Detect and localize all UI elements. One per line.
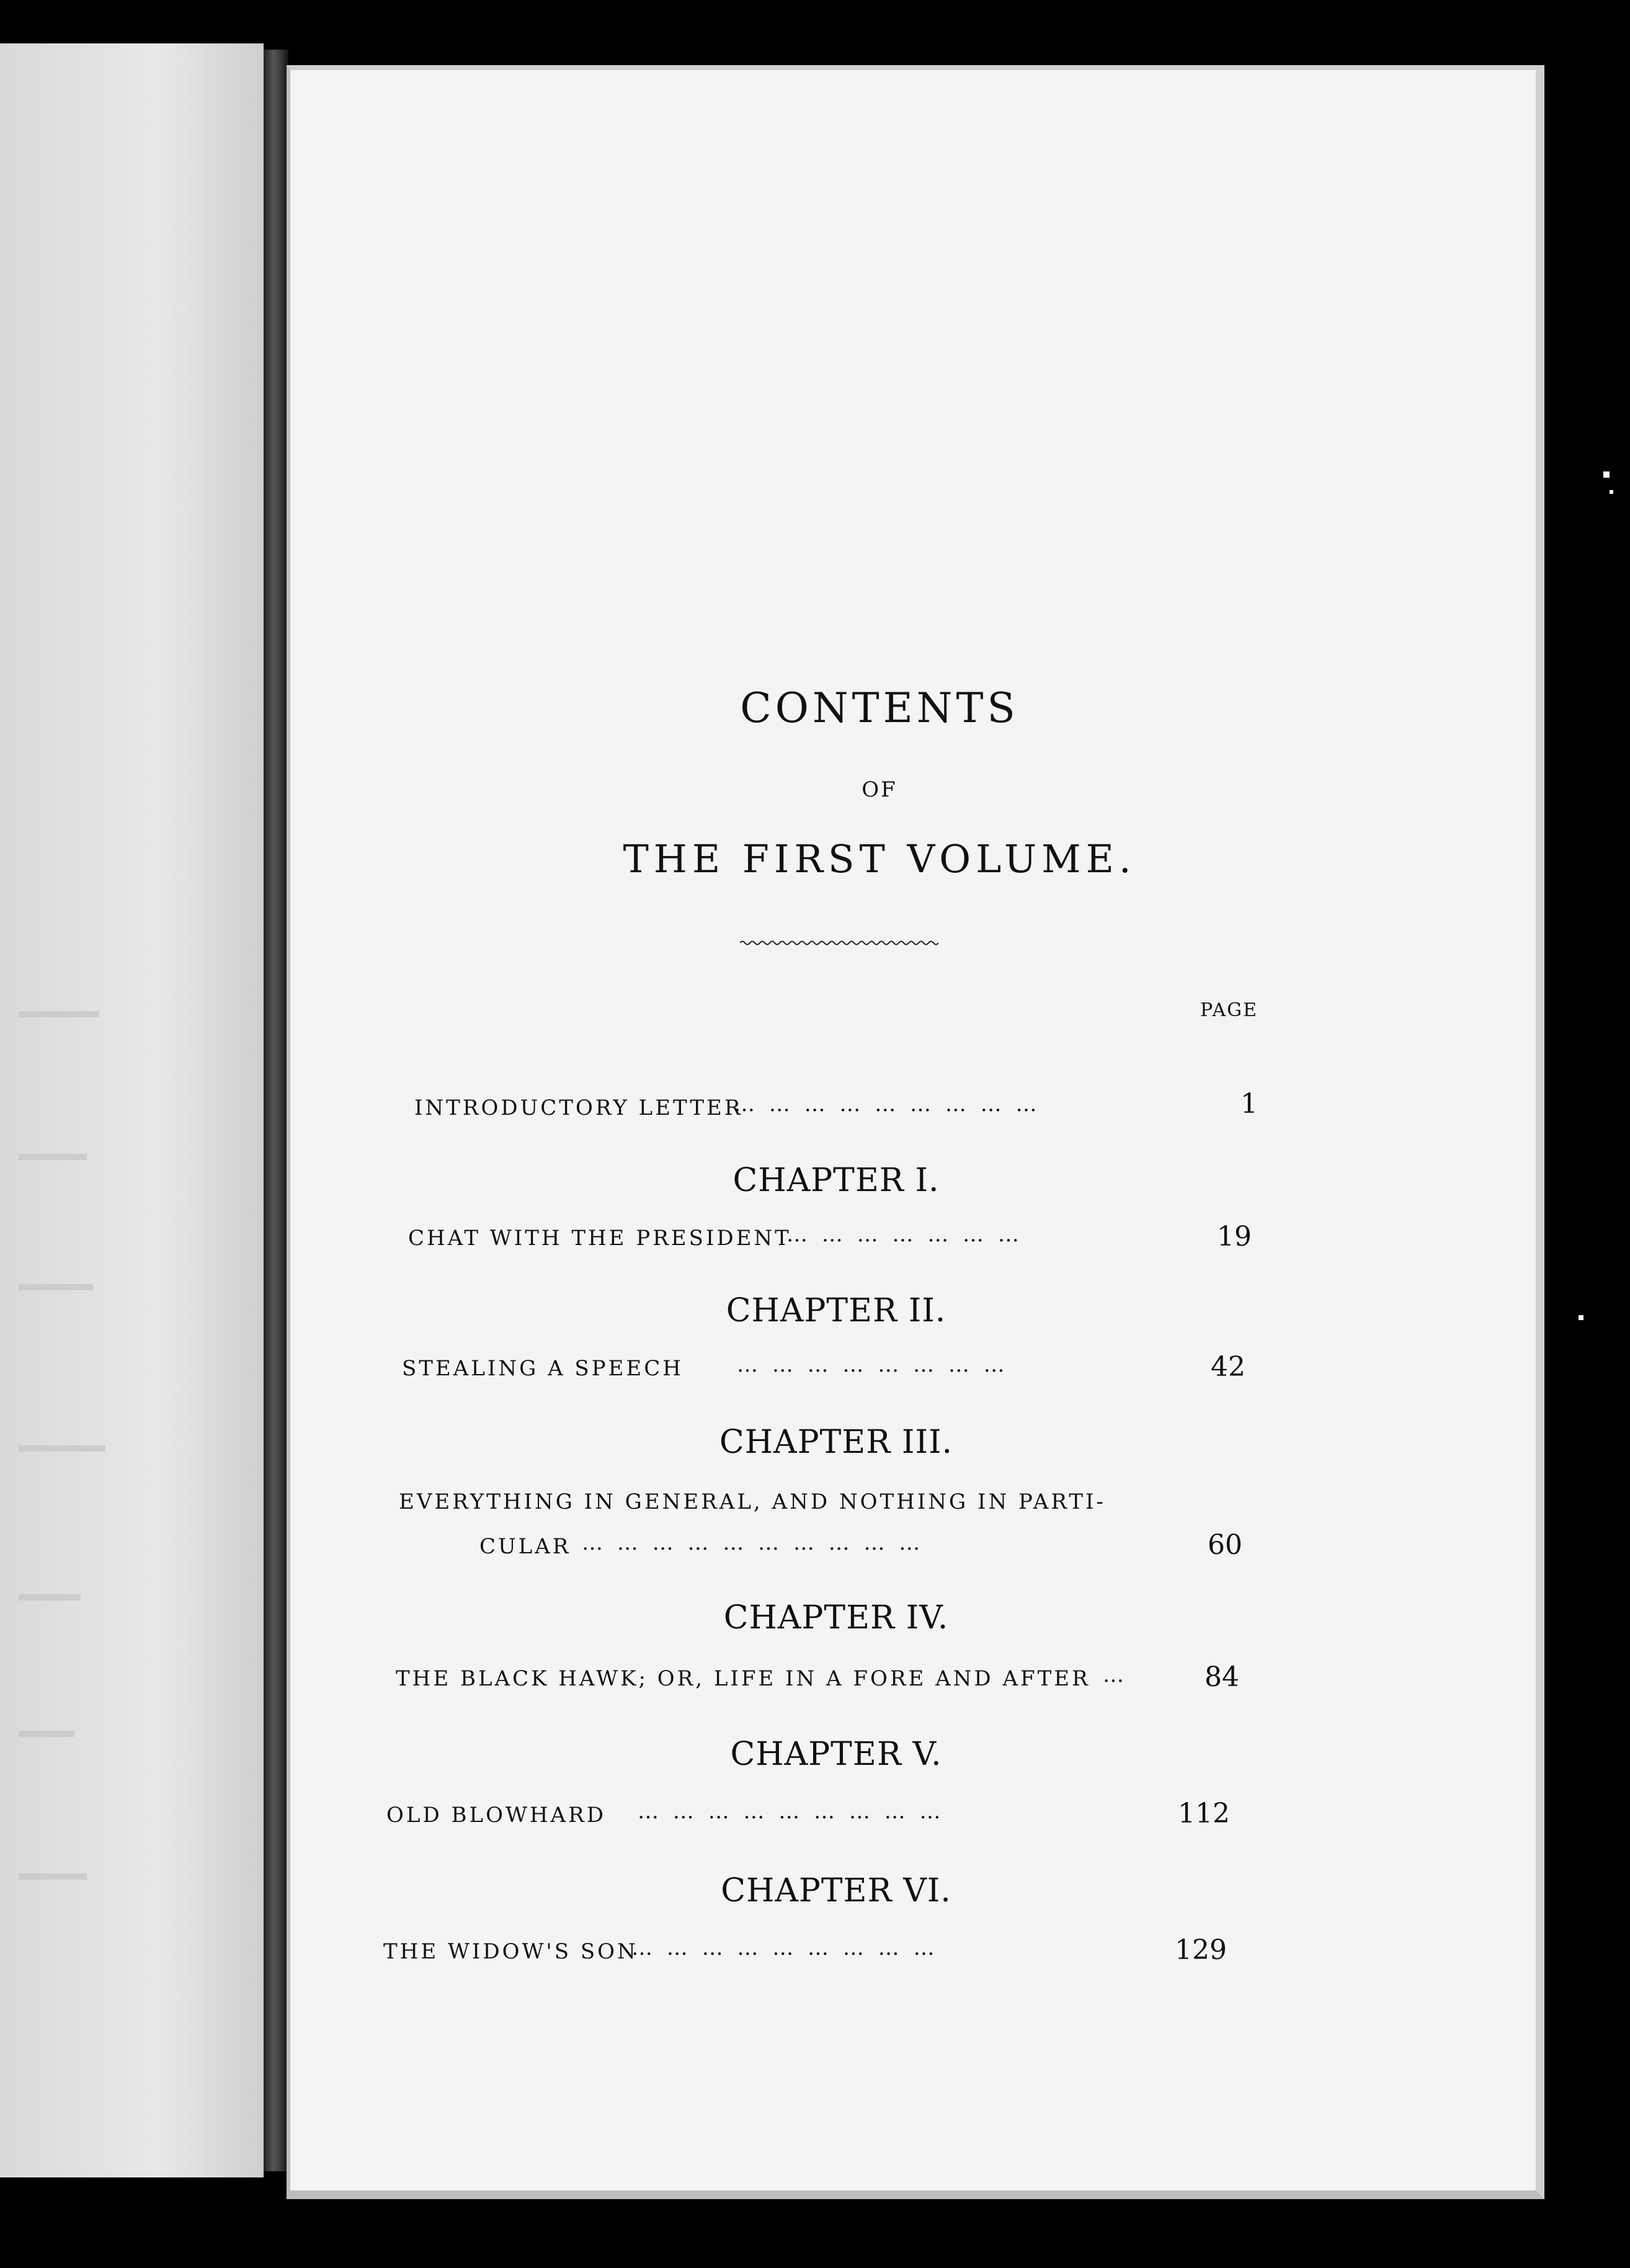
entry-title: EVERYTHING IN GENERAL, AND NOTHING IN PARTI- xyxy=(399,1489,1106,1514)
toc-entry[interactable] xyxy=(396,1661,1239,1699)
bleed-through-mark xyxy=(19,1731,74,1737)
chapter-heading: CHAPTER III. xyxy=(719,1424,953,1461)
page-column-label: PAGE xyxy=(1200,999,1258,1021)
entry-title: INTRODUCTORY LETTER xyxy=(414,1096,743,1120)
toc-entry[interactable] xyxy=(408,1221,1252,1258)
left-facing-page xyxy=(0,43,264,2177)
entry-title: THE BLACK HAWK; OR, LIFE IN A FORE AND AFTER xyxy=(396,1666,1090,1691)
toc-entry[interactable] xyxy=(386,1798,1230,1835)
volume-heading: THE FIRST VOLUME. xyxy=(623,836,1136,882)
bleed-through-mark xyxy=(19,1011,99,1017)
entry-page-number: 129 xyxy=(1175,1934,1227,1966)
toc-entry-continuation[interactable] xyxy=(399,1529,1242,1566)
bleed-through-mark xyxy=(19,1873,87,1880)
entry-title: THE WIDOW'S SON xyxy=(383,1939,638,1964)
entry-title: OLD BLOWHARD xyxy=(386,1803,606,1828)
entry-title-continuation: CULAR xyxy=(479,1534,571,1559)
dot-leader: … … … … … … … … xyxy=(737,1352,1009,1377)
chapter-heading: CHAPTER I. xyxy=(733,1162,940,1199)
contents-heading: CONTENTS xyxy=(740,684,1019,732)
toc-entry[interactable] xyxy=(402,1351,1245,1388)
entry-page-number: 1 xyxy=(1240,1088,1258,1120)
book-gutter xyxy=(264,50,288,2171)
toc-entry[interactable] xyxy=(414,1088,1258,1128)
toc-entry[interactable] xyxy=(383,1934,1227,1971)
entry-page-number: 42 xyxy=(1211,1351,1245,1383)
dot-leader: … … … … … … … … … … xyxy=(582,1530,924,1555)
entry-page-number: 112 xyxy=(1178,1798,1230,1829)
decorative-wavy-rule xyxy=(740,939,938,947)
chapter-heading: CHAPTER VI. xyxy=(721,1872,951,1909)
entry-page-number: 84 xyxy=(1205,1661,1239,1693)
bleed-through-mark xyxy=(19,1594,81,1601)
of-line: OF xyxy=(862,777,897,802)
entry-page-number: 19 xyxy=(1217,1221,1252,1252)
scan-speck xyxy=(1610,490,1613,494)
entry-page-number: 60 xyxy=(1208,1529,1242,1561)
bleed-through-mark xyxy=(19,1445,105,1452)
toc-entry[interactable] xyxy=(399,1484,1242,1522)
chapter-heading: CHAPTER II. xyxy=(726,1292,946,1329)
dot-leader: … … … … … … … xyxy=(786,1222,1023,1247)
dot-leader: … xyxy=(1103,1663,1128,1687)
contents-page xyxy=(287,65,1544,2199)
chapter-heading: CHAPTER IV. xyxy=(723,1599,949,1636)
chapter-heading: CHAPTER V. xyxy=(730,1736,942,1773)
entry-title: STEALING A SPEECH xyxy=(402,1356,684,1381)
scan-speck xyxy=(1603,471,1610,478)
dot-leader: … … … … … … … … … xyxy=(638,1799,945,1824)
scan-speck xyxy=(1579,1315,1583,1320)
entry-title: CHAT WITH THE PRESIDENT xyxy=(408,1226,791,1251)
bleed-through-mark xyxy=(19,1284,93,1290)
dot-leader: … … … … … … … … … xyxy=(631,1935,938,1960)
dot-leader: … … … … … … … … … xyxy=(734,1092,1041,1117)
bleed-through-mark xyxy=(19,1154,87,1160)
